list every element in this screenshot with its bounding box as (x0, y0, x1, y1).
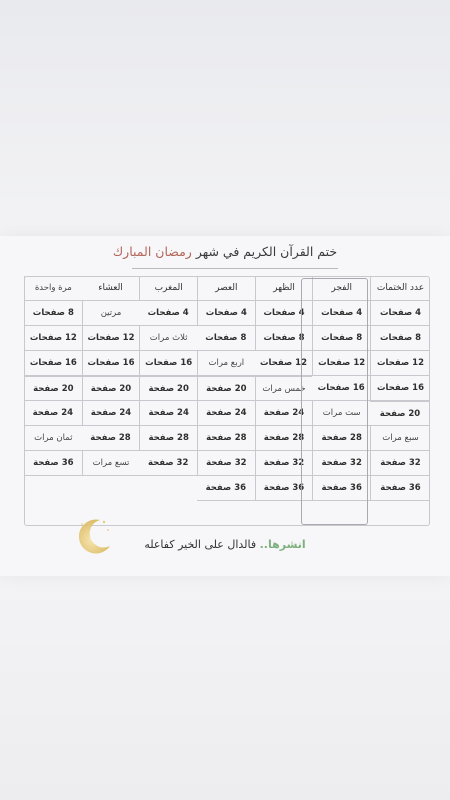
table-cell: 8 صفحات (24, 301, 82, 326)
title-underline (132, 268, 338, 269)
row-label: سبع مرات (370, 426, 430, 451)
table-cell: 4 صفحات (139, 301, 197, 326)
table-cell: 12 صفحات (82, 326, 140, 351)
table-cell: 36 صفحة (24, 451, 82, 476)
table-cell: 8 صفحات (312, 326, 370, 351)
table-cell: 28 صفحة (255, 426, 313, 451)
table-cell: 32 صفحة (312, 451, 370, 476)
table-cell: 28 صفحة (197, 426, 255, 451)
table-cell: 20 صفحة (370, 401, 430, 426)
header-prayer: المغرب (139, 276, 197, 301)
table-cell: 36 صفحة (370, 476, 430, 501)
table-cell: 16 صفحات (24, 351, 82, 376)
row-label: ثمان مرات (24, 426, 82, 451)
schedule-table (24, 276, 430, 526)
table-cell: 28 صفحة (82, 426, 140, 451)
table-cell: 20 صفحة (139, 376, 197, 401)
table-cell: 8 صفحات (255, 326, 313, 351)
page-title (0, 244, 450, 259)
table-cell: 16 صفحات (82, 351, 140, 376)
table-cell: 36 صفحة (197, 476, 255, 501)
header-prayer: العشاء (82, 276, 140, 301)
table-cell: 24 صفحة (197, 401, 255, 426)
table-cell: 24 صفحة (255, 401, 313, 426)
table-cell: 4 صفحات (370, 301, 430, 326)
table-cell: 12 صفحات (24, 326, 82, 351)
table-cell: 20 صفحة (197, 376, 255, 401)
header-prayer: الفجر (312, 276, 370, 301)
table-cell: 28 صفحة (312, 426, 370, 451)
table-cell: 16 صفحات (312, 376, 370, 401)
table-cell: 28 صفحة (139, 426, 197, 451)
table-cell: 12 صفحات (312, 351, 370, 376)
table-cell: 20 صفحة (82, 376, 140, 401)
header-prayer: الظهر (255, 276, 313, 301)
table-cell: 12 صفحات (255, 351, 313, 376)
title-accent: رمضان المبارك (112, 244, 192, 259)
row-label: خمس مرات (255, 376, 313, 401)
table-cell: 24 صفحة (82, 401, 140, 426)
table-cell: 36 صفحة (312, 476, 370, 501)
footer-message (0, 538, 450, 551)
table-cell: 16 صفحات (139, 351, 197, 376)
footer-text: فالدال على الخير كفاعله (144, 538, 257, 551)
table-cell: 32 صفحة (370, 451, 430, 476)
row-label: مرتين (82, 301, 140, 326)
table-cell: 24 صفحة (24, 401, 82, 426)
row-label: ثلاث مرات (139, 326, 197, 351)
table-cell: 8 صفحات (197, 326, 255, 351)
table-cell: 8 صفحات (370, 326, 430, 351)
table-cell: 32 صفحة (139, 451, 197, 476)
table-cell: 36 صفحة (255, 476, 313, 501)
header-count: عدد الختمات (370, 276, 430, 301)
table-cell: 32 صفحة (255, 451, 313, 476)
row-label: ست مرات (312, 401, 370, 426)
header-prayer: العصر (197, 276, 255, 301)
table-cell: 12 صفحات (370, 351, 430, 376)
table-cell: 4 صفحات (312, 301, 370, 326)
table-cell: 20 صفحة (24, 376, 82, 401)
table-cell: 4 صفحات (255, 301, 313, 326)
table-cell: 24 صفحة (139, 401, 197, 426)
footer-highlight: انشرها.. (259, 538, 306, 551)
crescent-moon-icon (70, 512, 116, 558)
table-cell: 4 صفحات (197, 301, 255, 326)
table-cell: 32 صفحة (197, 451, 255, 476)
table-cell: 16 صفحات (370, 376, 430, 401)
title-main: ختم القرآن الكريم في شهر (195, 244, 338, 259)
row-label: اربع مرات (197, 351, 255, 376)
row-label: مرة واحدة (24, 276, 82, 301)
row-label: تسع مرات (82, 451, 140, 476)
